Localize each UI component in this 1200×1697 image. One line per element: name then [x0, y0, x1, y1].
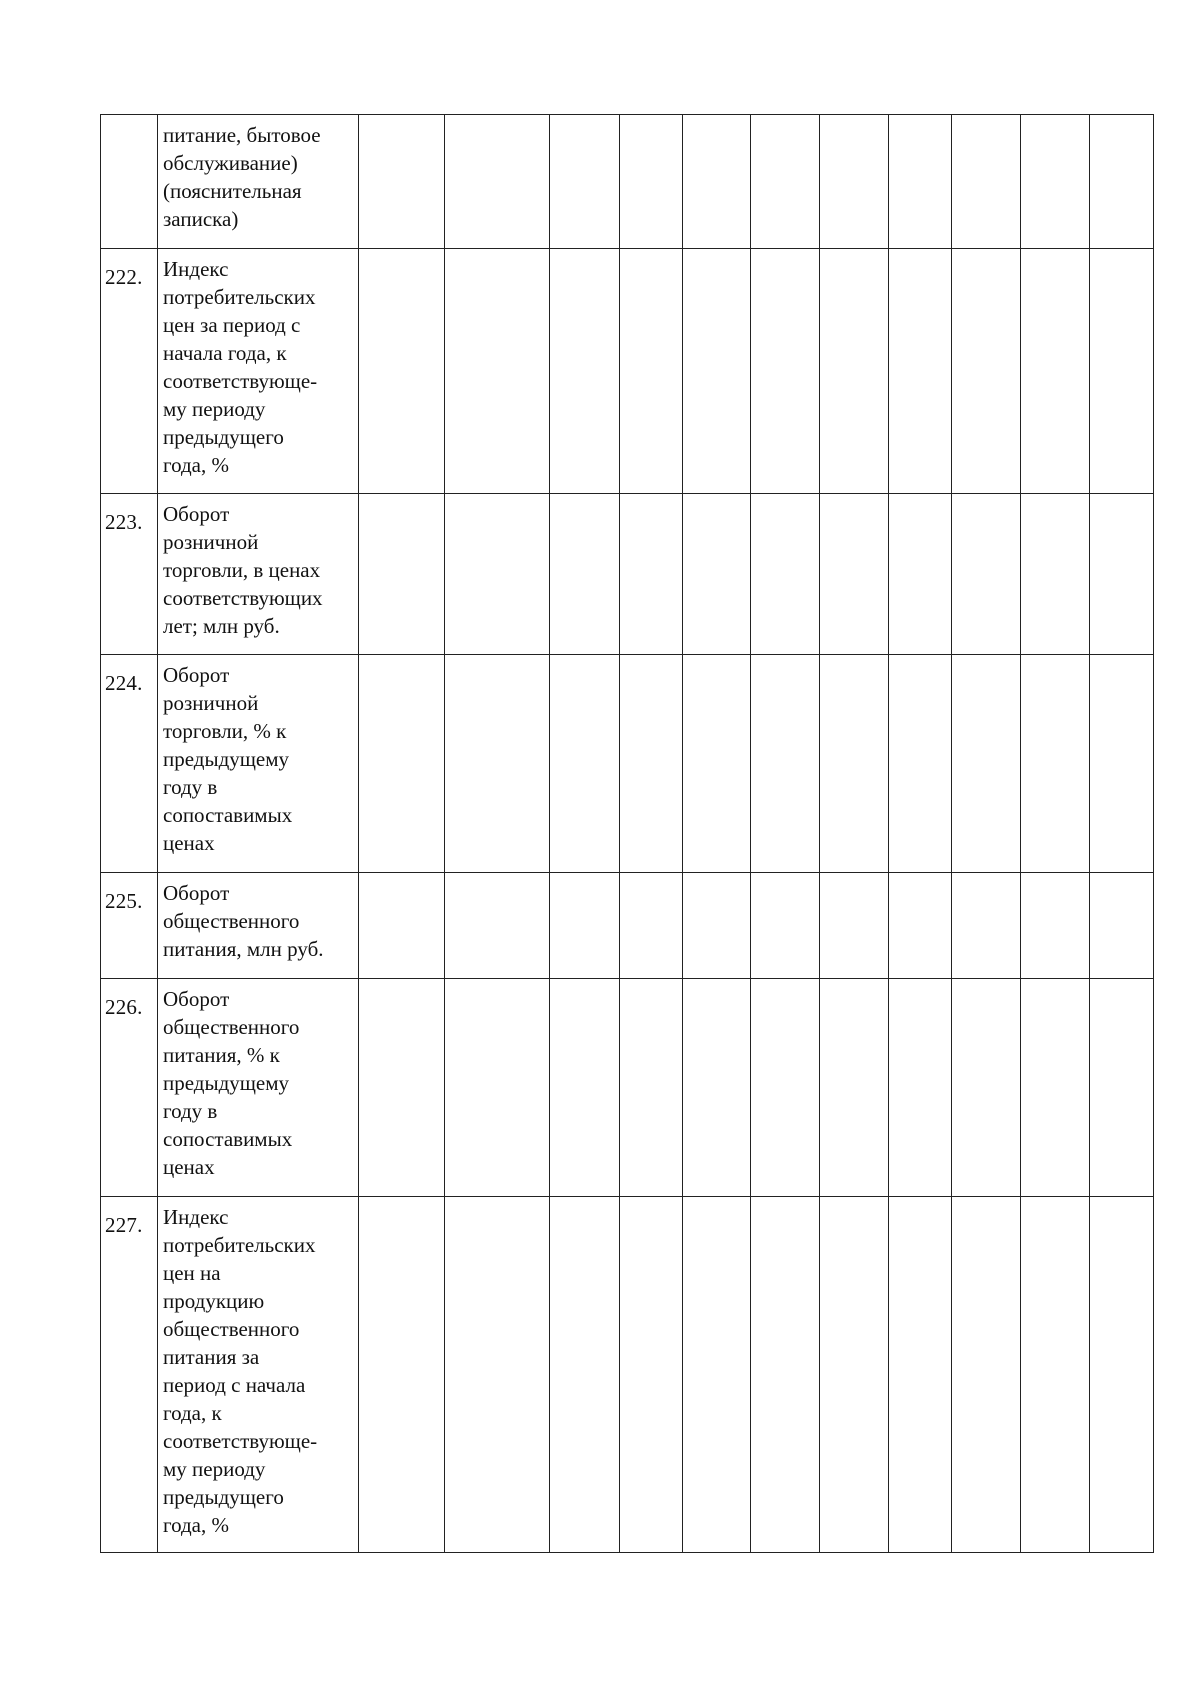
description-line: период с начала — [163, 1373, 306, 1397]
description-line: общественного — [163, 1317, 300, 1341]
description-line: предыдущему — [163, 1071, 290, 1095]
value-cell — [889, 655, 952, 873]
indicator-description — [158, 249, 359, 494]
table-row — [101, 494, 1154, 655]
table-row — [101, 115, 1154, 249]
value-cell — [683, 873, 751, 979]
value-cell — [550, 979, 620, 1197]
description-line: лет; млн руб. — [163, 614, 280, 638]
value-cell — [620, 655, 683, 873]
value-cell — [1021, 655, 1090, 873]
description-line: потребительских — [163, 1233, 316, 1257]
value-cell — [445, 1197, 550, 1553]
value-cell — [952, 979, 1021, 1197]
value-cell — [359, 115, 445, 249]
description-line: му периоду — [163, 397, 266, 421]
value-cell — [751, 979, 820, 1197]
table-body — [101, 115, 1154, 1553]
value-cell — [359, 655, 445, 873]
indicator-table — [100, 114, 1154, 1553]
value-cell — [889, 1197, 952, 1553]
value-cell — [751, 655, 820, 873]
description-line: потребительских — [163, 285, 316, 309]
description-line: сопоставимых — [163, 1127, 293, 1151]
value-cell — [620, 873, 683, 979]
value-cell — [359, 494, 445, 655]
description-line: Оборот — [163, 502, 230, 526]
description-line: Индекс — [163, 1205, 229, 1229]
value-cell — [751, 1197, 820, 1553]
value-cell — [550, 494, 620, 655]
value-cell — [1090, 655, 1154, 873]
description-line: ценах — [163, 831, 215, 855]
table-row — [101, 979, 1154, 1197]
description-line: торговли, % к — [163, 719, 287, 743]
value-cell — [1021, 115, 1090, 249]
value-cell — [889, 979, 952, 1197]
value-cell — [820, 1197, 889, 1553]
value-cell — [620, 979, 683, 1197]
description-line: (пояснительная — [163, 179, 302, 203]
description-line: соответствующе- — [163, 369, 318, 393]
value-cell — [359, 1197, 445, 1553]
description-line: Оборот — [163, 881, 230, 905]
value-cell — [683, 1197, 751, 1553]
description-line: розничной — [163, 530, 259, 554]
description-line: розничной — [163, 691, 259, 715]
description-line: соответствующих — [163, 586, 323, 610]
value-cell — [820, 494, 889, 655]
description-line: предыдущего — [163, 425, 284, 449]
indicator-description — [158, 1197, 359, 1553]
description-line: торговли, в ценах — [163, 558, 321, 582]
description-line: питания за — [163, 1345, 260, 1369]
value-cell — [820, 655, 889, 873]
description-line: обслуживание) — [163, 151, 298, 175]
description-line: записка) — [163, 207, 239, 231]
row-number: 225. — [101, 873, 158, 979]
description-line: года, % — [163, 453, 229, 477]
value-cell — [620, 1197, 683, 1553]
value-cell — [820, 249, 889, 494]
value-cell — [1021, 873, 1090, 979]
value-cell — [1021, 979, 1090, 1197]
description-line: питания, % к — [163, 1043, 280, 1067]
value-cell — [445, 249, 550, 494]
table-row — [101, 873, 1154, 979]
value-cell — [550, 115, 620, 249]
indicator-description — [158, 494, 359, 655]
value-cell — [952, 494, 1021, 655]
value-cell — [683, 979, 751, 1197]
value-cell — [952, 873, 1021, 979]
indicator-description — [158, 873, 359, 979]
description-line: Оборот — [163, 987, 230, 1011]
description-line: году в — [163, 775, 218, 799]
value-cell — [1090, 979, 1154, 1197]
row-number: 222. — [101, 249, 158, 494]
value-cell — [889, 115, 952, 249]
value-cell — [952, 655, 1021, 873]
value-cell — [1021, 494, 1090, 655]
description-line: общественного — [163, 1015, 300, 1039]
value-cell — [751, 249, 820, 494]
description-line: питание, бытовое — [163, 123, 321, 147]
value-cell — [359, 873, 445, 979]
value-cell — [683, 494, 751, 655]
value-cell — [683, 249, 751, 494]
description-line: предыдущему — [163, 747, 290, 771]
indicator-description — [158, 115, 359, 249]
value-cell — [1090, 115, 1154, 249]
value-cell — [1021, 1197, 1090, 1553]
description-line: Оборот — [163, 663, 230, 687]
value-cell — [1090, 494, 1154, 655]
value-cell — [1090, 873, 1154, 979]
description-line: начала года, к — [163, 341, 287, 365]
value-cell — [751, 115, 820, 249]
value-cell — [952, 115, 1021, 249]
value-cell — [620, 115, 683, 249]
value-cell — [952, 1197, 1021, 1553]
description-line: Индекс — [163, 257, 229, 281]
value-cell — [620, 494, 683, 655]
description-line: года, % — [163, 1513, 229, 1537]
table-row — [101, 1197, 1154, 1553]
value-cell — [683, 115, 751, 249]
description-line: му периоду — [163, 1457, 266, 1481]
description-line: питания, млн руб. — [163, 937, 324, 961]
value-cell — [751, 494, 820, 655]
row-number: 227. — [101, 1197, 158, 1553]
description-line: продукцию — [163, 1289, 265, 1313]
description-line: года, к — [163, 1401, 222, 1425]
value-cell — [359, 979, 445, 1197]
value-cell — [952, 249, 1021, 494]
value-cell — [820, 115, 889, 249]
value-cell — [751, 873, 820, 979]
row-number: 223. — [101, 494, 158, 655]
description-line: году в — [163, 1099, 218, 1123]
value-cell — [550, 249, 620, 494]
value-cell — [550, 655, 620, 873]
row-number — [101, 115, 158, 249]
value-cell — [550, 873, 620, 979]
value-cell — [820, 873, 889, 979]
value-cell — [359, 249, 445, 494]
value-cell — [445, 115, 550, 249]
value-cell — [445, 873, 550, 979]
indicator-description — [158, 655, 359, 873]
value-cell — [620, 249, 683, 494]
value-cell — [550, 1197, 620, 1553]
description-line: цен за период с — [163, 313, 301, 337]
table-row — [101, 655, 1154, 873]
description-line: соответствующе- — [163, 1429, 318, 1453]
value-cell — [889, 494, 952, 655]
value-cell — [1021, 249, 1090, 494]
description-line: общественного — [163, 909, 300, 933]
indicator-description — [158, 979, 359, 1197]
value-cell — [1090, 249, 1154, 494]
row-number: 226. — [101, 979, 158, 1197]
table-row — [101, 249, 1154, 494]
description-line: предыдущего — [163, 1485, 284, 1509]
value-cell — [445, 494, 550, 655]
value-cell — [1090, 1197, 1154, 1553]
value-cell — [683, 655, 751, 873]
description-line: ценах — [163, 1155, 215, 1179]
description-line: сопоставимых — [163, 803, 293, 827]
value-cell — [820, 979, 889, 1197]
row-number: 224. — [101, 655, 158, 873]
value-cell — [445, 979, 550, 1197]
value-cell — [889, 873, 952, 979]
value-cell — [889, 249, 952, 494]
description-line: цен на — [163, 1261, 221, 1285]
value-cell — [445, 655, 550, 873]
